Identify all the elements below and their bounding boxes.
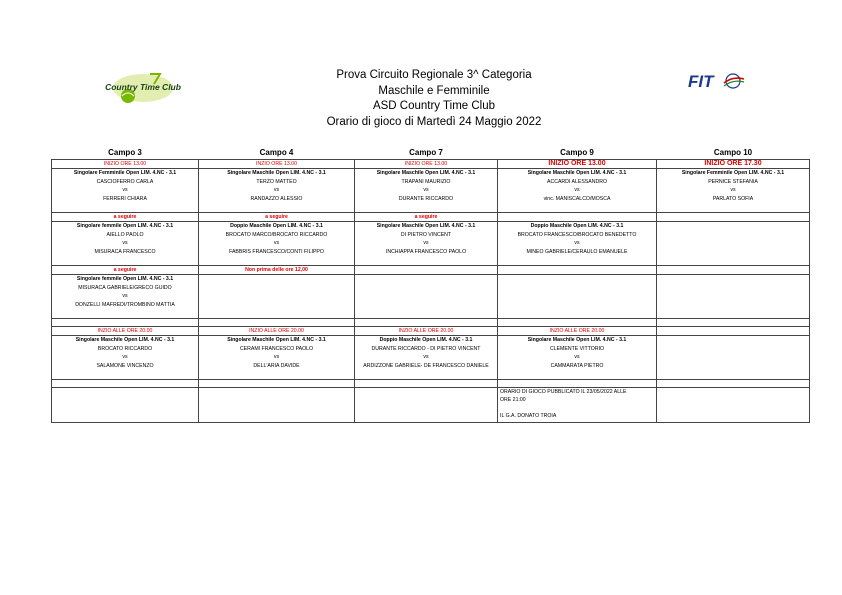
seguire-label [355, 266, 498, 275]
title-line-2: Maschile e Femminile [378, 84, 490, 97]
vs-label: vs [273, 354, 280, 360]
spacer-row [52, 380, 810, 388]
vs-label [659, 353, 807, 362]
player-2 [500, 301, 654, 310]
player-2: PARLATO SOFIA [712, 195, 754, 202]
vs-label [500, 292, 654, 301]
player-2: INCHIAPPA FRANCESCO PAOLO [385, 248, 467, 255]
start-time: INZIO ORE 13.00 [199, 160, 355, 169]
event-name [500, 275, 654, 284]
match-cell [355, 275, 498, 319]
empty-cell [52, 380, 199, 388]
vs-label [659, 292, 807, 301]
player-2: vinc. MANISCALCO/MOSCA [543, 195, 611, 202]
empty-cell [355, 380, 498, 388]
event-name: Singolare Femminile Open LIM. 4.NC - 3.1 [73, 170, 177, 176]
court-header: Campo 9 [560, 148, 594, 157]
match-cell [657, 336, 810, 380]
event-name: Singolare Maschile Open LIM. 4.NC - 3.1 [527, 170, 627, 176]
event-name: Singolare Maschile Open LIM. 4.NC - 3.1 [376, 223, 476, 229]
start-time-row [52, 327, 810, 336]
event-name: Doppio Maschile Open LIM. 4.NC - 3.1 [379, 337, 473, 343]
title-line-3: ASD Country Time Club [372, 100, 496, 112]
seguire-label [657, 266, 810, 275]
event-name: Singolare Maschile Open LIM. 4.NC - 3.1 [75, 337, 175, 343]
player-2: DONZELLI MAFREDI/TROMBINO MATTIA [75, 301, 175, 308]
court-header: Campo 4 [259, 148, 294, 157]
start-time [657, 327, 810, 336]
vs-label [201, 292, 352, 301]
empty-cell [52, 388, 199, 423]
start-time: INIZIO ORE 13.00 [52, 160, 199, 169]
vs-label: vs [574, 354, 580, 360]
event-name [659, 336, 807, 345]
match-row [52, 336, 810, 380]
player-2: DELL'ARIA DAVIDE [253, 362, 300, 369]
player-2: DURANTE RICCARDO [398, 195, 454, 202]
event-name: Doppio Maschile Open LIM. 4.NC - 3.1 [230, 223, 323, 229]
player-2: FABBRIS FRANCESCO/CONTI FILIPPO [229, 248, 324, 255]
event-name [659, 222, 807, 231]
event-name: Singolare Maschile Open LIM. 4.NC - 3.1 [527, 337, 627, 343]
empty-cell [498, 380, 657, 388]
seguire-label [657, 213, 810, 222]
empty-cell [657, 388, 810, 423]
title-line-1: Prova Circuito Regionale 3^ Categoria [336, 69, 532, 81]
player-1: AIELLO PAOLO [106, 231, 144, 238]
event-name [201, 275, 352, 284]
event-name: Singolare Maschile Open LIM. 4.NC - 3.1 [227, 170, 326, 176]
player-1 [500, 284, 654, 293]
match-cell [657, 222, 810, 266]
match-cell [199, 222, 355, 266]
seguire-label [498, 266, 657, 275]
empty-cell [355, 388, 498, 423]
match-cell [52, 275, 199, 319]
logo-right-text: FIT [688, 72, 714, 91]
player-2: FERRERI CHIARA [103, 195, 147, 202]
player-2: CAMMARATA PIETRO [550, 362, 604, 369]
court-header: Campo 10 [713, 148, 753, 157]
match-cell [355, 336, 498, 380]
court-header: Campo 7 [409, 148, 443, 157]
start-time: INZIO ALLE ORE 20.00 [498, 327, 657, 336]
vs-label [659, 239, 807, 248]
match-cell [657, 275, 810, 319]
schedule-table [51, 146, 810, 423]
player-1: DURANTE RICCARDO - DI PIETRO VINCENT [371, 345, 481, 352]
match-cell [52, 336, 199, 380]
match-cell [498, 222, 657, 266]
event-name: Doppio Maschile Open LIM. 4.NC - 3.1 [530, 223, 624, 229]
player-1: TERZO MATTEO [256, 178, 297, 185]
match-row [52, 275, 810, 319]
match-cell [52, 222, 199, 266]
match-row [52, 169, 810, 213]
publication-note [498, 388, 657, 423]
empty-cell [498, 319, 657, 327]
court-header-row [52, 146, 810, 160]
start-time: INIZIO ORE 17.30 [657, 160, 810, 169]
match-cell [199, 336, 355, 380]
seguire-label [498, 213, 657, 222]
vs-label: vs [122, 354, 128, 360]
seguire-label: a seguire [355, 213, 498, 222]
seguire-label: a seguire [199, 213, 355, 222]
fit-logo [686, 70, 748, 96]
title-line-4: Orario di gioco di Martedì 24 Maggio 2022 [326, 115, 542, 128]
event-name: Singolare Maschile Open LIM. 4.NC - 3.1 [227, 337, 326, 343]
player-2: MINEO GABRIELE/CERAULO EMANUELE [526, 248, 628, 255]
player-1: CERAMI FRANCESCO PAOLO [239, 345, 314, 352]
vs-label: vs [122, 240, 128, 246]
match-cell [355, 169, 498, 213]
player-1: BROCATO FRANCESCO/BROCATO BENEDETTO [517, 231, 637, 238]
player-2: SALAMONE VINCENZO [96, 362, 154, 369]
player-1: TRAPANI MAURIZIO [401, 178, 451, 185]
start-time-row [52, 160, 810, 169]
player-1: CASCIOFERRO CARLA [96, 178, 154, 185]
empty-cell [657, 380, 810, 388]
match-cell [498, 336, 657, 380]
player-1: PERNICE STEFANIA [708, 178, 758, 185]
seguire-label: a seguire [52, 266, 199, 275]
player-1 [357, 284, 495, 293]
event-name: Singolare Femminile Open LIM. 4.NC - 3.1 [681, 170, 785, 176]
vs-label: vs [574, 187, 580, 193]
player-1: MISURACA GABRIELE/GRECO GUIDO [78, 284, 172, 291]
court-header: Campo 3 [108, 148, 142, 157]
event-name [357, 275, 495, 284]
country-time-club-logo [105, 70, 181, 106]
player-2 [357, 301, 495, 310]
vs-label: vs [423, 354, 429, 360]
player-2: RANDAZZO ALESSIO [250, 195, 303, 202]
seguire-label: Non prima delle ore 12,00 [199, 266, 355, 275]
match-cell [657, 169, 810, 213]
start-time: INIZIO ORE 13.00 [355, 160, 498, 169]
seguire-row [52, 213, 810, 222]
player-1 [659, 345, 807, 354]
document-title [300, 68, 568, 130]
player-2: MISURACA FRANCESCO [94, 248, 156, 255]
empty-cell [355, 319, 498, 327]
match-row [52, 222, 810, 266]
match-cell [355, 222, 498, 266]
vs-label: vs [574, 240, 580, 246]
note-line-1: ORARIO DI GIOCO PUBBLICATO IL 23/05/2022 ALLE [500, 389, 627, 395]
event-name [659, 275, 807, 284]
start-time: INZIO ALLE ORE 20.00 [199, 327, 355, 336]
match-cell [199, 169, 355, 213]
match-cell [199, 275, 355, 319]
player-1: ACCARDI ALESSANDRO [547, 178, 607, 185]
seguire-row [52, 266, 810, 275]
empty-cell [52, 319, 199, 327]
player-1 [659, 231, 807, 240]
empty-cell [199, 319, 355, 327]
note-row [52, 388, 810, 423]
start-time: INZIO ALLE ORE 20.00 [355, 327, 498, 336]
vs-label: vs [273, 240, 280, 246]
event-name: Singolare femmile Open LIM. 4.NC - 3.1 [76, 276, 174, 282]
vs-label: vs [122, 187, 128, 193]
player-2 [201, 301, 352, 310]
player-1: CLEMENTE VITTORIO [549, 345, 605, 352]
match-cell [52, 169, 199, 213]
empty-cell [657, 319, 810, 327]
vs-label: vs [423, 187, 429, 193]
event-name: Singolare femmile Open LIM. 4.NC - 3.1 [76, 223, 174, 229]
player-1: DI PIETRO VINCENT [400, 231, 452, 238]
player-1: BROCATO RICCARDO [97, 345, 153, 352]
note-line-2: ORE 21:00 [500, 397, 526, 403]
spacer-row [52, 319, 810, 327]
player-1 [659, 284, 807, 293]
note-line-3: IL G.A. DONATO TROIA [500, 413, 557, 419]
vs-label: vs [273, 187, 280, 193]
player-1: BROCATO MARCO/BROCATO RICCARDO [225, 231, 328, 238]
vs-label [357, 292, 495, 301]
player-1 [201, 284, 352, 293]
empty-cell [199, 380, 355, 388]
vs-label: vs [122, 293, 128, 299]
match-cell [498, 275, 657, 319]
player-2 [659, 248, 807, 257]
player-2 [659, 362, 807, 371]
empty-cell [199, 388, 355, 423]
seguire-label: a seguire [52, 213, 199, 222]
vs-label: vs [730, 187, 736, 193]
vs-label: vs [423, 240, 429, 246]
player-2: ARDIZZONE GABRIELE- DE FRANCESCO DANIELE [363, 362, 489, 369]
start-time: INZIO ALLE ORE 20.00 [52, 327, 199, 336]
match-cell [498, 169, 657, 213]
logo-left-text: Country Time Club [105, 82, 181, 92]
start-time: INIZIO ORE 13.00 [498, 160, 657, 169]
player-2 [659, 301, 807, 310]
event-name: Singolare Maschile Open LIM. 4.NC - 3.1 [376, 170, 476, 176]
